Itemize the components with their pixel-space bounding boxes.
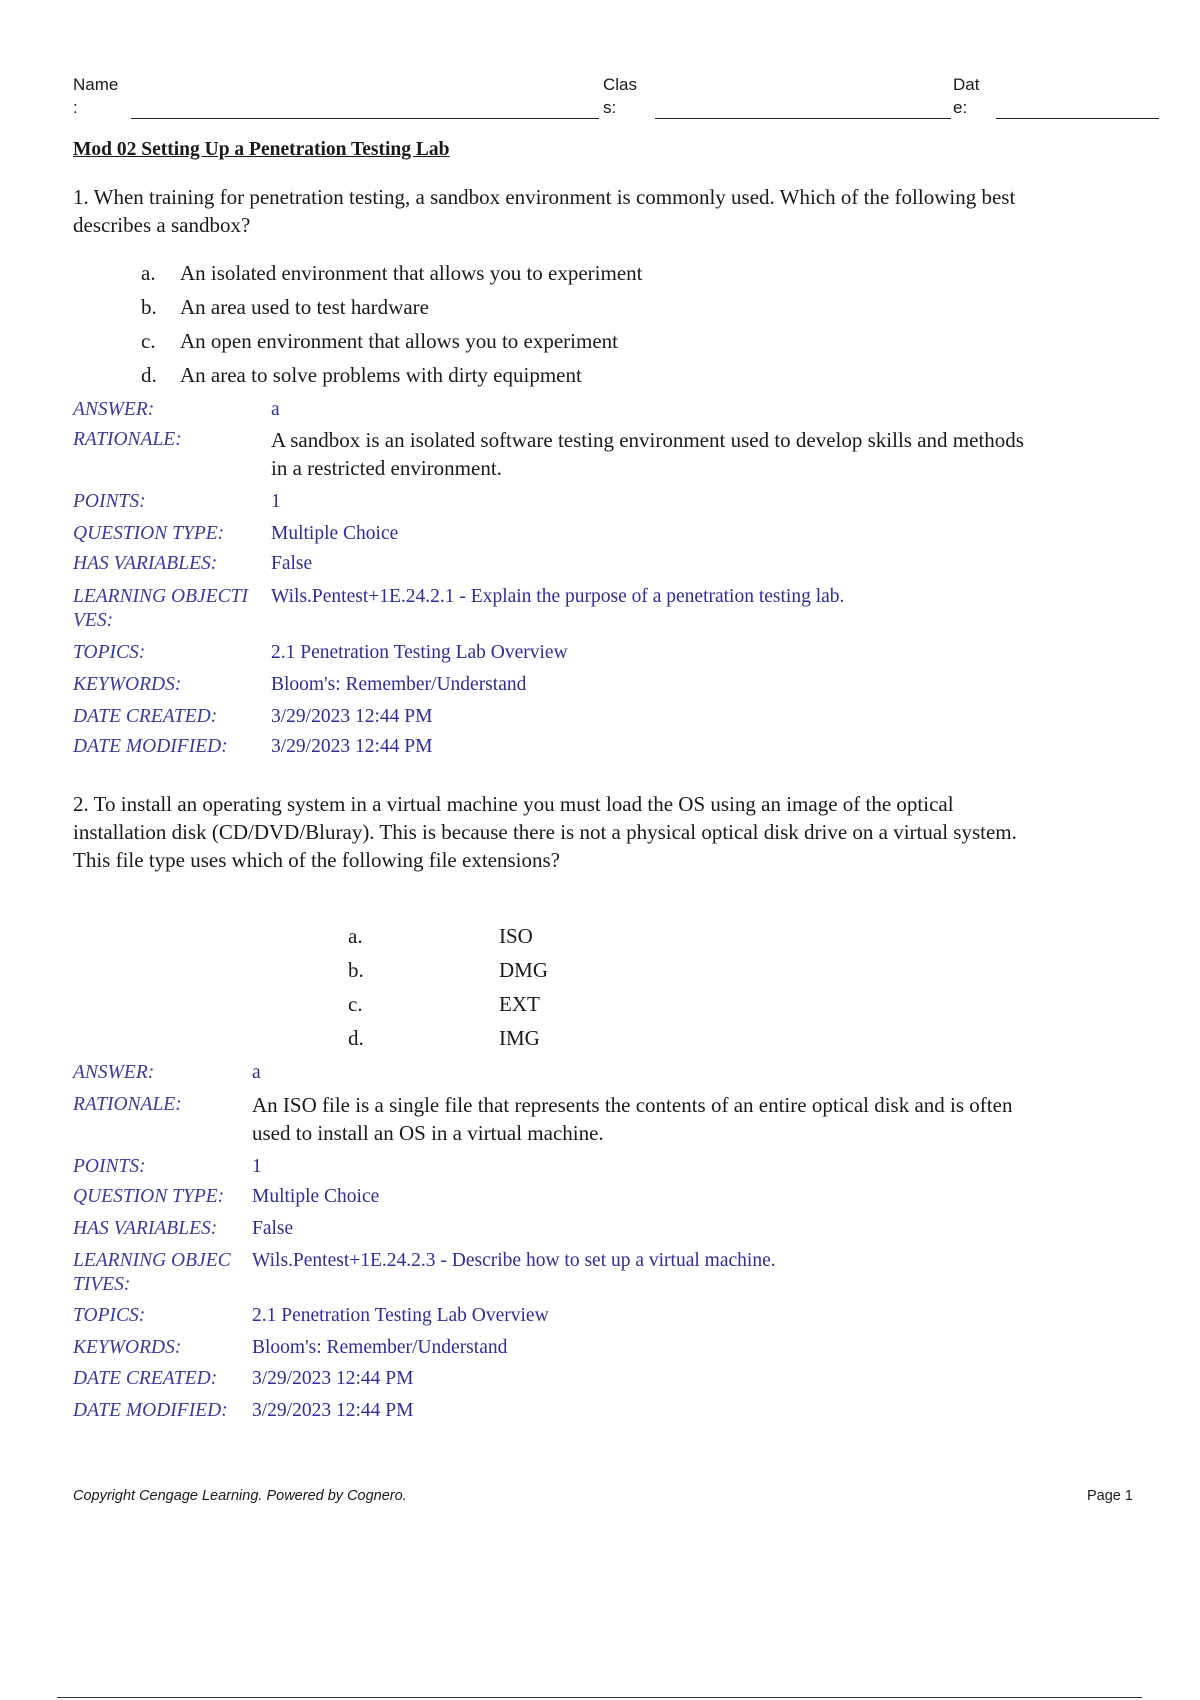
question-1-text: 1. When training for penetration testing, a sandbox environment is commonly used. Which of the following best describes a sandbox? xyxy=(73,185,1016,237)
learning-objectives-label: LEARNING OBJECTI VES: xyxy=(73,586,248,631)
option-text: DMG xyxy=(499,958,549,982)
option-letter: b. xyxy=(141,295,157,319)
keywords-label: KEYWORDS: xyxy=(73,1337,182,1358)
option-letter: a. xyxy=(141,261,156,285)
class-field[interactable] xyxy=(655,118,951,119)
option-text: An area to solve problems with dirty equipment xyxy=(180,363,582,387)
option-letter: c. xyxy=(141,329,156,353)
question-type-label: QUESTION TYPE: xyxy=(73,1186,225,1207)
has-variables-label: HAS VARIABLES: xyxy=(73,553,218,574)
rationale-value: An ISO file is a single file that represents the contents of an entire optical disk and is often used to install an OS in a virtual machine. xyxy=(252,1093,1013,1145)
keywords-value: Bloom's: Remember/Understand xyxy=(271,674,527,695)
has-variables-value: False xyxy=(252,1218,294,1239)
question-type-value: Multiple Choice xyxy=(271,523,399,544)
date-modified-label: DATE MODIFIED: xyxy=(73,736,228,757)
rationale-value: A sandbox is an isolated software testing environment used to develop skills and methods in a restricted environment. xyxy=(271,428,1024,480)
answer-value: a xyxy=(271,399,280,420)
name-label: Name : xyxy=(73,75,119,117)
points-label: POINTS: xyxy=(73,491,146,512)
topics-value: 2.1 Penetration Testing Lab Overview xyxy=(271,642,568,663)
name-field[interactable] xyxy=(131,118,599,119)
question-type-label: QUESTION TYPE: xyxy=(73,523,225,544)
has-variables-value: False xyxy=(271,553,313,574)
date-created-label: DATE CREATED: xyxy=(73,706,218,727)
option-letter: d. xyxy=(348,1026,364,1050)
learning-objectives-value: Wils.Pentest+1E.24.2.3 - Describe how to set up a virtual machine. xyxy=(252,1250,776,1271)
rationale-label: RATIONALE: xyxy=(73,429,182,450)
option-text: IMG xyxy=(499,1026,540,1050)
date-created-value: 3/29/2023 12:44 PM xyxy=(252,1368,414,1389)
option-letter: c. xyxy=(348,992,363,1016)
date-modified-value: 3/29/2023 12:44 PM xyxy=(271,736,433,757)
option-letter: d. xyxy=(141,363,157,387)
answer-label: ANSWER: xyxy=(73,1062,155,1083)
date-label: Dat e: xyxy=(953,75,980,117)
has-variables-label: HAS VARIABLES: xyxy=(73,1218,218,1239)
topics-label: TOPICS: xyxy=(73,642,146,663)
date-created-label: DATE CREATED: xyxy=(73,1368,218,1389)
option-text: ISO xyxy=(499,924,533,948)
learning-objectives-value: Wils.Pentest+1E.24.2.1 - Explain the purpose of a penetration testing lab. xyxy=(271,586,845,607)
date-modified-label: DATE MODIFIED: xyxy=(73,1400,228,1421)
page-bottom-rule xyxy=(57,1697,1142,1698)
option-text: An open environment that allows you to experiment xyxy=(180,329,618,353)
page-title: Mod 02 Setting Up a Penetration Testing Lab xyxy=(73,139,450,160)
option-text: An area used to test hardware xyxy=(180,295,429,319)
question-2-text: 2. To install an operating system in a virtual machine you must load the OS using an image of the optical installation disk (CD/DVD/Bluray). This is because there is not a physical optical disk drive on a virtual system. This file type uses which of the following file extensions? xyxy=(73,792,1017,872)
date-created-value: 3/29/2023 12:44 PM xyxy=(271,706,433,727)
answer-label: ANSWER: xyxy=(73,399,155,420)
date-modified-value: 3/29/2023 12:44 PM xyxy=(252,1400,414,1421)
question-type-value: Multiple Choice xyxy=(252,1186,380,1207)
class-label: Clas s: xyxy=(603,75,638,117)
rationale-label: RATIONALE: xyxy=(73,1094,182,1115)
answer-value: a xyxy=(252,1062,261,1083)
option-text: EXT xyxy=(499,992,540,1016)
option-letter: b. xyxy=(348,958,364,982)
option-letter: a. xyxy=(348,924,363,948)
option-text: An isolated environment that allows you to experiment xyxy=(180,261,643,285)
points-value: 1 xyxy=(252,1156,262,1177)
page-number: Page 1 xyxy=(1087,1488,1133,1504)
topics-value: 2.1 Penetration Testing Lab Overview xyxy=(252,1305,549,1326)
learning-objectives-label: LEARNING OBJEC TIVES: xyxy=(73,1250,231,1295)
footer-copyright: Copyright Cengage Learning. Powered by Cognero. xyxy=(73,1488,407,1504)
topics-label: TOPICS: xyxy=(73,1305,146,1326)
date-field[interactable] xyxy=(996,118,1159,119)
keywords-value: Bloom's: Remember/Understand xyxy=(252,1337,508,1358)
keywords-label: KEYWORDS: xyxy=(73,674,182,695)
points-value: 1 xyxy=(271,491,281,512)
points-label: POINTS: xyxy=(73,1156,146,1177)
